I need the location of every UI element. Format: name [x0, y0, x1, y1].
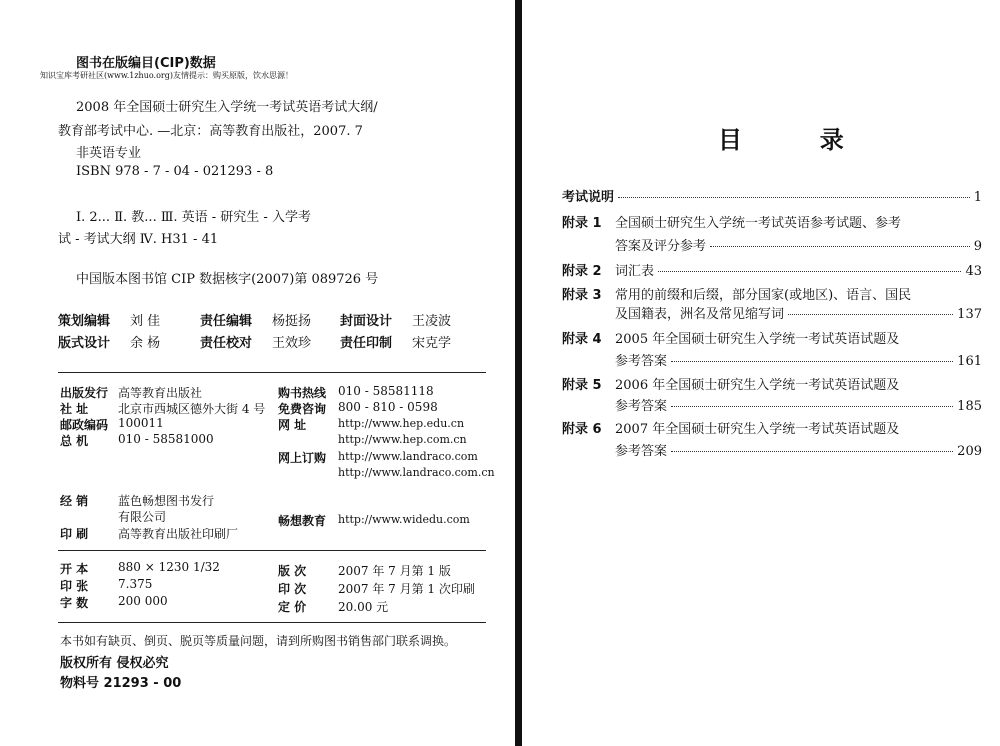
dot-leader	[671, 405, 953, 407]
toc-entry	[562, 186, 982, 205]
toc-label: 附录 1	[562, 216, 602, 231]
toc-text: 答案及评分参考	[615, 239, 707, 254]
toc-page-number: 43	[965, 264, 982, 279]
toc-page-number: 185	[957, 399, 982, 414]
info-label: 购书热线	[278, 386, 327, 400]
toc-text: 词汇表	[615, 264, 655, 279]
dot-leader	[788, 313, 953, 315]
cip-line: 教育部考试中心. —北京：高等教育出版社，2007. 7	[58, 124, 363, 139]
divider	[58, 372, 486, 373]
info-label: 总 机	[60, 434, 89, 448]
info-value: 010 - 58581118	[338, 384, 434, 398]
info-label: 免费咨询	[278, 402, 327, 416]
toc-label: 附录 4	[562, 332, 602, 347]
classification-line: Ⅰ. 2... Ⅱ. 教... Ⅲ. 英语 - 研究生 - 入学考	[76, 210, 311, 225]
toc-label: 附录 2	[562, 264, 602, 279]
toc-entry	[615, 440, 982, 459]
toc-entry	[615, 260, 982, 279]
isbn: ISBN 978 - 7 - 04 - 021293 - 8	[76, 164, 274, 179]
info-label: 印 刷	[60, 527, 89, 541]
info-value: 北京市西城区德外大街 4 号	[118, 402, 266, 416]
toc-entry	[615, 350, 982, 369]
website-link: http://www.hep.com.cn	[338, 433, 467, 446]
watermark-text: 知识宝库考研社区(www.1zhuo.org)友情提示：购买原版，饮水思源！	[40, 71, 293, 80]
spec-label: 开 本	[60, 562, 89, 576]
toc-text: 及国籍表，洲名及常见缩写词	[615, 307, 785, 322]
order-link: http://www.landraco.com.cn	[338, 466, 495, 479]
toc-page-number: 161	[957, 354, 982, 369]
info-label: 社 址	[60, 402, 89, 416]
staff-label: 策划编辑	[58, 314, 111, 329]
page-gutter	[515, 0, 522, 746]
toc-text: 参考答案	[615, 444, 668, 459]
toc-text: 2007 年全国硕士研究生入学统一考试英语试题及	[615, 422, 900, 437]
dot-leader	[671, 360, 953, 362]
info-label: 网 址	[278, 418, 307, 432]
info-value: 有限公司	[118, 510, 167, 524]
spec-label: 字 数	[60, 596, 89, 610]
info-label: 出版发行	[60, 386, 109, 400]
spec-value: 20.00 元	[338, 600, 389, 614]
staff-label: 版式设计	[58, 336, 111, 351]
toc-text: 全国硕士研究生入学统一考试英语参考试题、参考	[615, 216, 902, 231]
info-label: 网上订购	[278, 451, 327, 465]
staff-value: 宋克学	[412, 336, 452, 351]
info-value: 010 - 58581000	[118, 432, 214, 446]
staff-value: 余 杨	[130, 336, 161, 351]
toc-label: 附录 6	[562, 422, 602, 437]
toc-page-number: 137	[957, 307, 982, 322]
spec-value: 2007 年 7 月第 1 版	[338, 564, 451, 578]
spec-label: 印 次	[278, 582, 307, 596]
toc-page	[522, 0, 1000, 746]
cip-line: 2008 年全国硕士研究生入学统一考试英语考试大纲/	[76, 100, 378, 115]
staff-label: 责任印制	[340, 336, 393, 351]
item-number: 物料号 21293 - 00	[60, 676, 182, 691]
info-value: 高等教育出版社印刷厂	[118, 527, 239, 541]
info-value: 蓝色畅想图书发行	[118, 494, 215, 508]
info-value: 100011	[118, 416, 164, 430]
dot-leader	[658, 270, 961, 272]
spec-value: 880 × 1230 1/32	[118, 560, 220, 574]
cip-record: 中国版本图书馆 CIP 数据核字(2007)第 089726 号	[76, 272, 379, 287]
divider	[58, 622, 486, 623]
toc-page-number: 9	[973, 239, 982, 254]
staff-label: 责任编辑	[200, 314, 253, 329]
website-link: http://www.hep.edu.cn	[338, 417, 465, 430]
spec-value: 7.375	[118, 577, 153, 591]
toc-title: 目 录	[718, 126, 850, 154]
toc-entry	[615, 395, 982, 414]
staff-label: 责任校对	[200, 336, 253, 351]
order-link: http://www.landraco.com	[338, 450, 478, 463]
cip-line: 非英语专业	[76, 146, 142, 161]
toc-entry	[615, 303, 982, 322]
staff-label: 封面设计	[340, 314, 393, 329]
toc-text: 参考答案	[615, 399, 668, 414]
classification-line: 试 - 考试大纲 Ⅳ. H31 - 41	[58, 232, 219, 247]
info-label: 邮政编码	[60, 418, 109, 432]
toc-text: 2005 年全国硕士研究生入学统一考试英语试题及	[615, 332, 900, 347]
copyright-notice: 版权所有 侵权必究	[60, 656, 169, 671]
quality-notice: 本书如有缺页、倒页、脱页等质量问题，请到所购图书销售部门联系调换。	[60, 634, 457, 648]
toc-label: 考试说明	[562, 190, 615, 205]
toc-entry	[615, 235, 982, 254]
info-label: 畅想教育	[278, 514, 327, 528]
toc-text: 常用的前缀和后缀，部分国家(或地区)、语言、国民	[615, 288, 912, 303]
staff-value: 王效珍	[272, 336, 312, 351]
dot-leader	[618, 196, 970, 198]
cip-title: 图书在版编目(CIP)数据	[76, 56, 216, 71]
toc-text: 参考答案	[615, 354, 668, 369]
edu-link: http://www.widedu.com	[338, 513, 470, 526]
spec-label: 定 价	[278, 600, 307, 614]
spec-value: 2007 年 7 月第 1 次印刷	[338, 582, 475, 596]
toc-text: 2006 年全国硕士研究生入学统一考试英语试题及	[615, 378, 900, 393]
spec-label: 印 张	[60, 579, 89, 593]
staff-value: 杨挺扬	[272, 314, 312, 329]
spec-label: 版 次	[278, 564, 307, 578]
toc-label: 附录 5	[562, 378, 602, 393]
staff-value: 刘 佳	[130, 314, 161, 329]
toc-label: 附录 3	[562, 288, 602, 303]
toc-page-number: 209	[957, 444, 982, 459]
info-label: 经 销	[60, 494, 89, 508]
info-value: 高等教育出版社	[118, 386, 203, 400]
info-value: 800 - 810 - 0598	[338, 400, 438, 414]
dot-leader	[710, 245, 970, 247]
toc-page-number: 1	[973, 190, 982, 205]
staff-value: 王凌波	[412, 314, 452, 329]
divider	[58, 550, 486, 551]
spec-value: 200 000	[118, 594, 168, 608]
dot-leader	[671, 450, 953, 452]
